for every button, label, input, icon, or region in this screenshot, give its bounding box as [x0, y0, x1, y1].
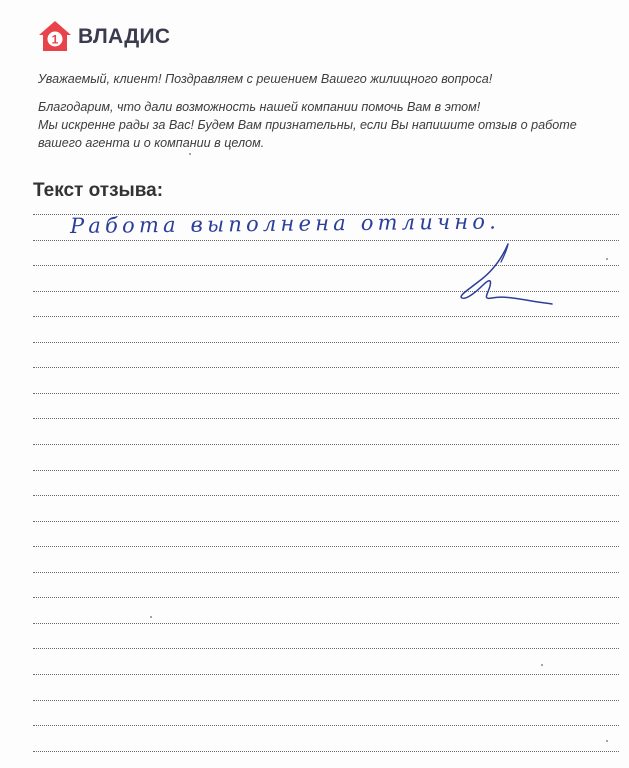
review-title: Текст отзыва:: [33, 180, 164, 201]
scan-speck: [606, 740, 608, 742]
ruled-line: [33, 316, 619, 317]
ruled-line: [33, 342, 619, 343]
ruled-line: [33, 648, 619, 649]
ruled-line: [33, 751, 619, 752]
header: [38, 20, 170, 52]
ruled-line: [33, 470, 619, 471]
logo-digit: 1: [51, 32, 59, 47]
scan-speck: [541, 664, 543, 666]
ruled-line: [33, 444, 619, 445]
ruled-line: [33, 597, 619, 598]
thanks-line: Мы искренне рады за Вас! Будем Вам признательны, если Вы напишите отзыв о работе: [38, 118, 577, 132]
thanks-line: вашего агента и о компании в целом.: [38, 136, 265, 150]
ruled-line: [33, 546, 619, 547]
signature-icon: [452, 240, 556, 308]
scan-speck: [606, 258, 608, 260]
thanks-paragraph: [38, 98, 608, 152]
ruled-line: [33, 393, 619, 394]
house-key-icon: [38, 20, 72, 52]
ruled-line: [33, 367, 619, 368]
ruled-line: [33, 674, 619, 675]
scan-speck: [189, 153, 191, 155]
ruled-line: [33, 623, 619, 624]
ruled-line: [33, 572, 619, 573]
scan-speck: [150, 616, 152, 618]
ruled-line: [33, 700, 619, 701]
handwritten-review: Работа выполнена отлично.: [69, 209, 501, 238]
greeting-text: Уважаемый, клиент! Поздравляем с решением Вашего жилищного вопроса!: [38, 72, 493, 86]
ruled-line: [33, 495, 619, 496]
ruled-line: [33, 418, 619, 419]
brand-name: ВЛАДИС: [78, 24, 171, 48]
thanks-line: Благодарим, что дали возможность нашей компании помочь Вам в этом!: [38, 100, 481, 114]
ruled-line: [33, 725, 619, 726]
ruled-line: [33, 521, 619, 522]
